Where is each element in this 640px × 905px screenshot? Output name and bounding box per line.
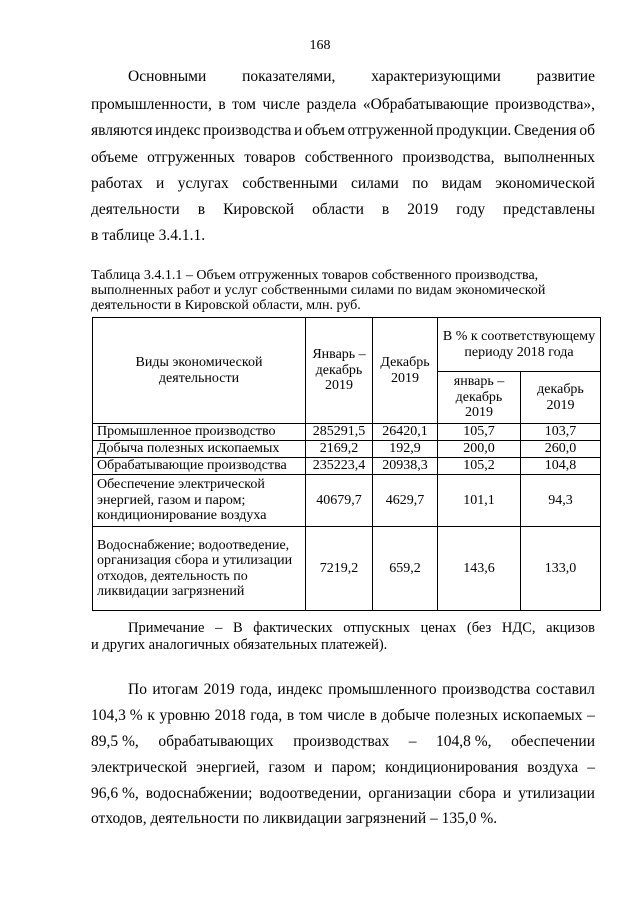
row-pct-dec: 104,8 xyxy=(521,458,601,475)
word: НДС, xyxy=(501,620,536,636)
word: Основными xyxy=(128,68,207,85)
note-line-1 xyxy=(128,620,595,637)
row-dec-value: 26420,1 xyxy=(373,424,438,441)
word: (без xyxy=(466,620,492,636)
intro-line-4 xyxy=(91,149,595,167)
word: полезных xyxy=(434,707,499,724)
word: отпускных xyxy=(343,620,410,636)
word: Кировской xyxy=(223,201,295,218)
word: года, xyxy=(240,681,272,698)
summary-line-6: отходов, деятельности по ликвидации загрязнений – 135,0 %. xyxy=(91,810,498,827)
word: фактических xyxy=(253,620,333,636)
word: работах xyxy=(91,175,143,192)
word: – xyxy=(408,733,417,750)
word: «Обрабатывающие xyxy=(362,96,489,113)
word: сбора xyxy=(458,785,496,802)
word: уровню xyxy=(159,707,210,724)
word: В xyxy=(232,620,243,636)
word: 104,3 % xyxy=(91,707,143,724)
word: организации xyxy=(368,785,452,802)
word: итогам xyxy=(152,681,199,698)
word: водоснабжении; xyxy=(145,785,253,802)
row-dec-value: 659,2 xyxy=(373,527,438,611)
header-pct-dec: декабрь 2019 xyxy=(521,372,601,424)
word: выполненных xyxy=(503,149,595,166)
word: числе xyxy=(262,96,301,113)
word: производства xyxy=(442,681,531,698)
word: в xyxy=(286,707,295,724)
row-pct-jan-dec: 101,1 xyxy=(438,475,521,527)
word: – xyxy=(215,620,223,636)
word: и xyxy=(502,785,512,802)
row-pct-dec: 94,3 xyxy=(521,475,601,527)
word: собственными xyxy=(242,175,338,192)
table-row xyxy=(93,424,601,441)
row-pct-dec: 260,0 xyxy=(521,441,601,458)
word: 2019 xyxy=(407,201,439,218)
word: паром; xyxy=(331,759,376,776)
word: и xyxy=(156,175,165,192)
row-jan-dec-value: 235223,4 xyxy=(306,458,373,475)
word: энергией, xyxy=(196,759,260,776)
word: Сведения xyxy=(513,122,577,139)
word: 89,5 %, xyxy=(91,733,139,750)
word: представлены xyxy=(503,201,595,218)
row-jan-dec-value: 7219,2 xyxy=(306,527,373,611)
table-row xyxy=(93,441,601,458)
word: по xyxy=(412,175,429,192)
word: 96,6 %, xyxy=(91,785,139,802)
word: 2018 xyxy=(214,707,246,724)
row-name: Обрабатывающие производства xyxy=(93,458,306,475)
row-dec-value: 20938,3 xyxy=(373,458,438,475)
row-pct-jan-dec: 200,0 xyxy=(438,441,521,458)
word: акцизов xyxy=(546,620,595,636)
word: По xyxy=(128,681,147,698)
word: являются xyxy=(91,122,153,139)
word: объеме xyxy=(91,149,138,166)
row-jan-dec-value: 285291,5 xyxy=(306,424,373,441)
word: объем xyxy=(304,122,345,139)
row-name: Водоснабжение; водоотведение, организация сбора и утилизации отходов, деятельность по ликвидации загрязнений xyxy=(93,527,306,611)
word: собственного xyxy=(304,149,394,166)
row-pct-dec: 103,7 xyxy=(521,424,601,441)
word: – xyxy=(587,759,595,776)
word: продукции. xyxy=(436,122,512,139)
word: – xyxy=(587,707,595,724)
row-dec-value: 4629,7 xyxy=(373,475,438,527)
row-jan-dec-value: 2169,2 xyxy=(306,441,373,458)
row-pct-jan-dec: 105,7 xyxy=(438,424,521,441)
table-row xyxy=(93,527,601,611)
intro-line-6 xyxy=(91,201,595,219)
word: водоотведении, xyxy=(259,785,362,802)
table-row xyxy=(93,475,601,527)
row-name: Обеспечение электрической энергией, газом и паром; кондиционирование воздуха xyxy=(93,475,306,527)
word: в xyxy=(197,201,206,218)
row-pct-jan-dec: 105,2 xyxy=(438,458,521,475)
word: производствах xyxy=(293,733,390,750)
word: в xyxy=(218,96,226,113)
word: газом xyxy=(268,759,306,776)
row-pct-jan-dec: 143,6 xyxy=(438,527,521,611)
word: силами xyxy=(350,175,399,192)
word: составил xyxy=(535,681,595,698)
word: кондиционирования xyxy=(385,759,519,776)
word: промышленности, xyxy=(91,96,212,113)
word: характеризующими xyxy=(371,68,501,85)
word: в xyxy=(369,707,377,724)
row-jan-dec-value: 40679,7 xyxy=(306,475,373,527)
note-line-2: и других аналогичных обязательных платежей). xyxy=(91,637,388,653)
word: 2019 xyxy=(203,681,235,698)
shipment-table xyxy=(92,317,601,611)
word: экономической xyxy=(495,175,595,192)
header-pct-jan-dec: январь – декабрь 2019 xyxy=(438,372,521,424)
word: года, xyxy=(250,707,283,724)
word: утилизации xyxy=(518,785,595,802)
word: году xyxy=(456,201,486,218)
word: обеспечении xyxy=(511,733,595,750)
row-name: Добыча полезных ископаемых xyxy=(93,441,306,458)
word: видам xyxy=(441,175,482,192)
intro-line-3 xyxy=(91,122,595,140)
word: и xyxy=(294,122,303,139)
table-row xyxy=(93,458,601,475)
intro-line-1 xyxy=(128,68,595,86)
word: об xyxy=(579,122,595,139)
word: промышленного xyxy=(328,681,437,698)
word: том xyxy=(232,96,256,113)
word: развитие xyxy=(536,68,595,85)
word: 104,8 %, xyxy=(436,733,492,750)
header-percent-group: В % к соответствующему периоду 2018 года xyxy=(438,318,601,372)
word: деятельности xyxy=(91,201,180,218)
row-name: Промышленное производство xyxy=(93,424,306,441)
summary-line-5 xyxy=(91,785,595,803)
table-caption-line-2: выполненных работ и услуг собственными силами по видам экономической xyxy=(91,283,546,298)
page-number: 168 xyxy=(309,38,331,53)
summary-line-2 xyxy=(91,707,595,725)
word: производства, xyxy=(402,149,495,166)
header-dec-2019: Декабрь 2019 xyxy=(373,318,438,424)
word: отгруженной xyxy=(347,122,434,139)
word: товаров xyxy=(244,149,296,166)
summary-line-3 xyxy=(91,733,595,751)
word: том xyxy=(298,707,323,724)
word: Примечание xyxy=(128,620,205,636)
word: и xyxy=(314,759,323,776)
intro-line-2 xyxy=(91,96,595,114)
word: области xyxy=(312,201,364,218)
summary-line-1 xyxy=(128,681,595,699)
word: воздуха xyxy=(527,759,579,776)
table-caption-line-1: Таблица 3.4.1.1 – Объем отгруженных товаров собственного производства, xyxy=(91,268,539,283)
row-dec-value: 192,9 xyxy=(373,441,438,458)
table-caption-line-3: деятельности в Кировской области, млн. руб. xyxy=(91,298,361,313)
word: числе xyxy=(327,707,365,724)
word: услугах xyxy=(177,175,229,192)
word: индекс xyxy=(277,681,323,698)
word: к xyxy=(147,707,155,724)
header-jan-dec-2019: Январь – декабрь 2019 xyxy=(306,318,373,424)
header-activity: Виды экономической деятельности xyxy=(93,318,306,424)
intro-line-5 xyxy=(91,175,595,193)
word: раздела xyxy=(306,96,357,113)
word: в xyxy=(381,201,390,218)
word: добыче xyxy=(381,707,431,724)
word: индекс xyxy=(155,122,201,139)
word: обрабатывающих xyxy=(158,733,274,750)
word: производства xyxy=(203,122,292,139)
word: показателями, xyxy=(242,68,336,85)
word: отгруженных xyxy=(147,149,236,166)
summary-line-4 xyxy=(91,759,595,777)
row-pct-dec: 133,0 xyxy=(521,527,601,611)
word: электрической xyxy=(91,759,188,776)
word: ископаемых xyxy=(502,707,583,724)
intro-line-7: в таблице 3.4.1.1. xyxy=(91,227,206,244)
word: ценах xyxy=(420,620,457,636)
word: производства», xyxy=(495,96,595,113)
